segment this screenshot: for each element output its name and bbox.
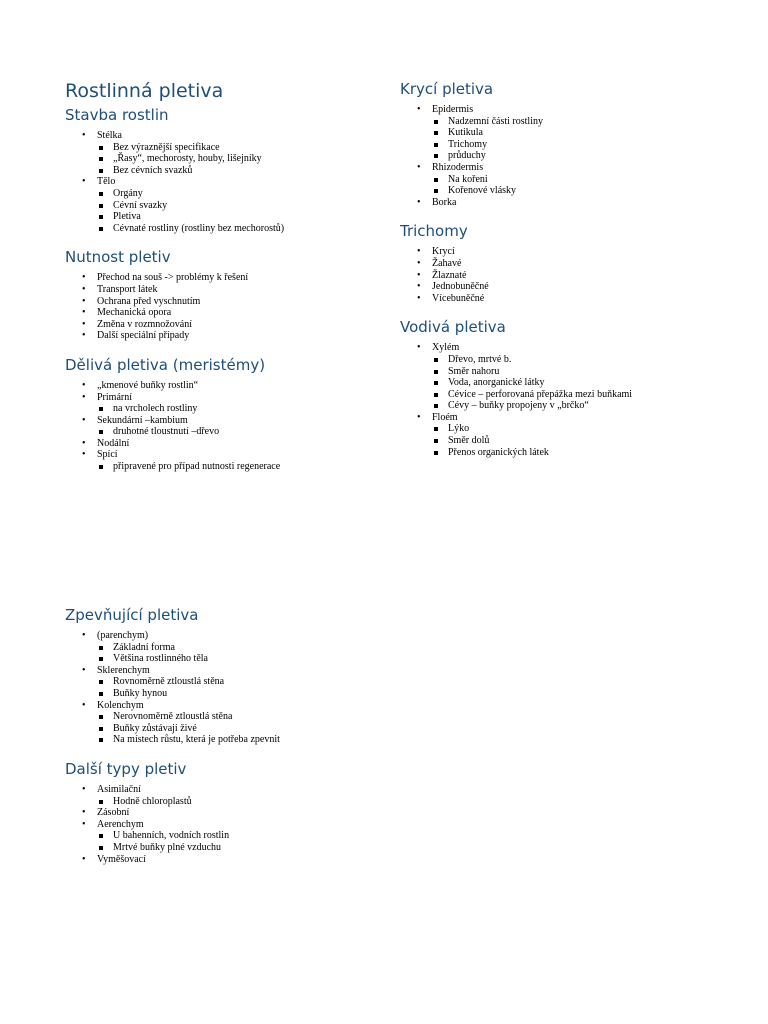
list-item-text: „kmenové buňky rostlin“ — [97, 379, 199, 391]
list-item-text: (parenchym) — [97, 630, 149, 641]
sub-list-item: Kutikula — [432, 127, 730, 139]
section-trichomy — [400, 222, 730, 304]
sub-bullet-list — [432, 116, 730, 162]
list-item-text: Žahavé — [432, 257, 462, 269]
list-item-text: Jednobuněčné — [432, 281, 489, 293]
sub-list-item: Cévice – perforovaná přepážka mezi buňkami — [432, 389, 730, 401]
list-item-text: Krycí — [432, 246, 455, 258]
list-item — [400, 293, 730, 305]
list-item — [65, 130, 385, 176]
section-stavba-rostlin — [65, 106, 385, 234]
list-item — [65, 415, 385, 438]
list-item-text: Tělo — [97, 176, 116, 188]
list-item — [65, 784, 385, 807]
list-item-text: Aerenchym — [97, 818, 144, 830]
list-item — [65, 700, 385, 746]
sub-bullet-list — [97, 426, 385, 438]
right-column — [400, 80, 730, 472]
sub-list-item: Mrtvé buňky plné vzduchu — [97, 842, 385, 854]
list-item-text: Změna v rozmnožování — [97, 318, 192, 330]
sub-bullet-list — [432, 174, 730, 197]
section-heading: Zpevňující pletiva — [65, 606, 199, 624]
section-nutnost-pletiv — [65, 248, 385, 342]
bullet-list — [65, 630, 385, 746]
list-item-text: Zásobní — [97, 807, 130, 819]
sub-bullet-list — [432, 423, 730, 458]
sub-list-item: Buňky zůstávají živé — [97, 723, 385, 735]
list-item-text: Přechod na souš -> problémy k řešení — [97, 272, 249, 284]
sub-bullet-list — [97, 403, 385, 415]
list-item — [65, 380, 385, 392]
list-item — [65, 392, 385, 415]
sub-list-item: Základní forma — [97, 642, 385, 654]
list-item — [400, 342, 730, 412]
sub-list-item: Dřevo, mrtvé b. — [432, 354, 730, 366]
list-item — [65, 665, 385, 700]
list-item — [65, 807, 385, 819]
sub-list-item: Cévnaté rostliny (rostliny bez mechorostů) — [97, 223, 385, 235]
list-item — [65, 449, 385, 472]
list-item-text: Borka — [432, 196, 457, 208]
list-item-text: Transport látek — [97, 283, 158, 295]
section-heading: Vodivá pletiva — [400, 318, 506, 337]
section-kryci-pletiva — [400, 80, 730, 208]
list-item — [65, 296, 385, 308]
document-title: Rostlinná pletiva — [65, 80, 224, 102]
list-item-text: Vícebuněčné — [432, 292, 485, 304]
sub-list-item: Nadzemní části rostliny — [432, 116, 730, 128]
sub-bullet-list — [97, 711, 385, 746]
sub-list-item: Na místech růstu, která je potřeba zpevnit — [97, 734, 385, 746]
sub-bullet-list — [432, 354, 730, 412]
list-item — [65, 319, 385, 331]
list-item — [400, 162, 730, 197]
list-item — [65, 330, 385, 342]
list-item — [400, 197, 730, 209]
sub-list-item: Nerovnoměrně ztloustlá stěna — [97, 711, 385, 723]
list-item-text: Floém — [432, 411, 458, 423]
sub-list-item: Trichomy — [432, 139, 730, 151]
section-heading: Trichomy — [400, 222, 468, 241]
list-item-text: Vyměšovací — [97, 853, 146, 865]
list-item — [65, 284, 385, 296]
sub-list-item: Směr nahoru — [432, 366, 730, 378]
list-item-text: Žlaznaté — [432, 269, 467, 281]
bullet-list — [65, 784, 385, 865]
sub-list-item: Cévní svazky — [97, 200, 385, 212]
list-item-text: Spící — [97, 449, 118, 461]
sub-bullet-list — [97, 142, 385, 177]
list-item — [400, 281, 730, 293]
sub-bullet-list — [97, 796, 385, 808]
list-item-text: Kolenchym — [97, 699, 144, 711]
sub-list-item: Bez výraznější specifikace — [97, 142, 385, 154]
section-dalsi-typy-pletiv — [65, 760, 385, 865]
left-column-top — [65, 80, 385, 487]
bullet-list — [65, 130, 385, 234]
section-vodiva-pletiva — [400, 318, 730, 458]
sub-list-item: na vrcholech rostliny — [97, 403, 385, 415]
sub-list-item: Kořenové vlásky — [432, 185, 730, 197]
sub-list-item: průduchy — [432, 150, 730, 162]
list-item-text: Primární — [97, 391, 132, 403]
list-item — [400, 270, 730, 282]
section-heading: Další typy pletiv — [65, 759, 187, 778]
list-item — [65, 438, 385, 450]
section-heading: Stavba rostlin — [65, 106, 169, 124]
sub-list-item: „Řasy“, mechorosty, houby, lišejníky — [97, 153, 385, 165]
left-top-sections — [65, 106, 385, 473]
bullet-list — [400, 342, 730, 458]
section-heading: Dělivá pletiva (meristémy) — [65, 355, 266, 374]
left-column-bottom — [65, 606, 385, 879]
sub-list-item: U bahenních, vodních rostlin — [97, 830, 385, 842]
right-sections — [400, 80, 730, 458]
sub-list-item: Bez cévních svazků — [97, 165, 385, 177]
list-item-text: Asimilační — [97, 783, 141, 795]
sub-list-item: Na kořeni — [432, 174, 730, 186]
bullet-list — [400, 246, 730, 304]
sub-list-item: Pletiva — [97, 211, 385, 223]
list-item-text: Epidermis — [432, 104, 474, 115]
sub-bullet-list — [97, 676, 385, 699]
list-item-text: Nodální — [97, 437, 130, 449]
list-item-text: Sekundární –kambium — [97, 414, 188, 426]
left-bottom-sections — [65, 606, 385, 865]
sub-list-item: Voda, anorganické látky — [432, 377, 730, 389]
list-item — [65, 272, 385, 284]
list-item-text: Sklerenchym — [97, 664, 150, 676]
bullet-list — [65, 272, 385, 342]
sub-bullet-list — [97, 830, 385, 853]
list-item — [65, 176, 385, 234]
sub-list-item: Většina rostlinného těla — [97, 653, 385, 665]
list-item — [400, 246, 730, 258]
list-item-text: Ochrana před vyschnutím — [97, 295, 201, 307]
list-item — [400, 258, 730, 270]
list-item — [400, 104, 730, 162]
section-heading: Krycí pletiva — [400, 80, 494, 98]
sub-list-item: Přenos organických látek — [432, 447, 730, 459]
sub-bullet-list — [97, 461, 385, 473]
list-item-text: Mechanická opora — [97, 307, 172, 319]
sub-list-item: Směr dolů — [432, 435, 730, 447]
sub-list-item: Cévy – buňky propojeny v „brčko“ — [432, 400, 730, 412]
list-item — [65, 630, 385, 665]
section-deliva-pletiva-meristemy — [65, 356, 385, 473]
bullet-list — [400, 104, 730, 208]
list-item — [65, 819, 385, 854]
sub-list-item: Orgány — [97, 188, 385, 200]
sub-list-item: druhotné tloustnutí –dřevo — [97, 426, 385, 438]
list-item — [65, 854, 385, 866]
bullet-list — [65, 380, 385, 473]
section-zpevnujici-pletiva — [65, 606, 385, 746]
list-item-text: Další speciální případy — [97, 330, 190, 342]
sub-list-item: Hodně chloroplastů — [97, 796, 385, 808]
sub-list-item: připravené pro případ nutnosti regenerace — [97, 461, 385, 473]
sub-list-item: Rovnoměrně ztloustlá stěna — [97, 676, 385, 688]
sub-bullet-list — [97, 188, 385, 234]
list-item — [400, 412, 730, 458]
sub-list-item: Lýko — [432, 423, 730, 435]
list-item — [65, 307, 385, 319]
section-heading: Nutnost pletiv — [65, 248, 171, 267]
list-item-text: Stélka — [97, 130, 122, 141]
sub-bullet-list — [97, 642, 385, 665]
sub-list-item: Buňky hynou — [97, 688, 385, 700]
list-item-text: Rhizodermis — [432, 161, 484, 173]
list-item-text: Xylém — [432, 342, 460, 354]
